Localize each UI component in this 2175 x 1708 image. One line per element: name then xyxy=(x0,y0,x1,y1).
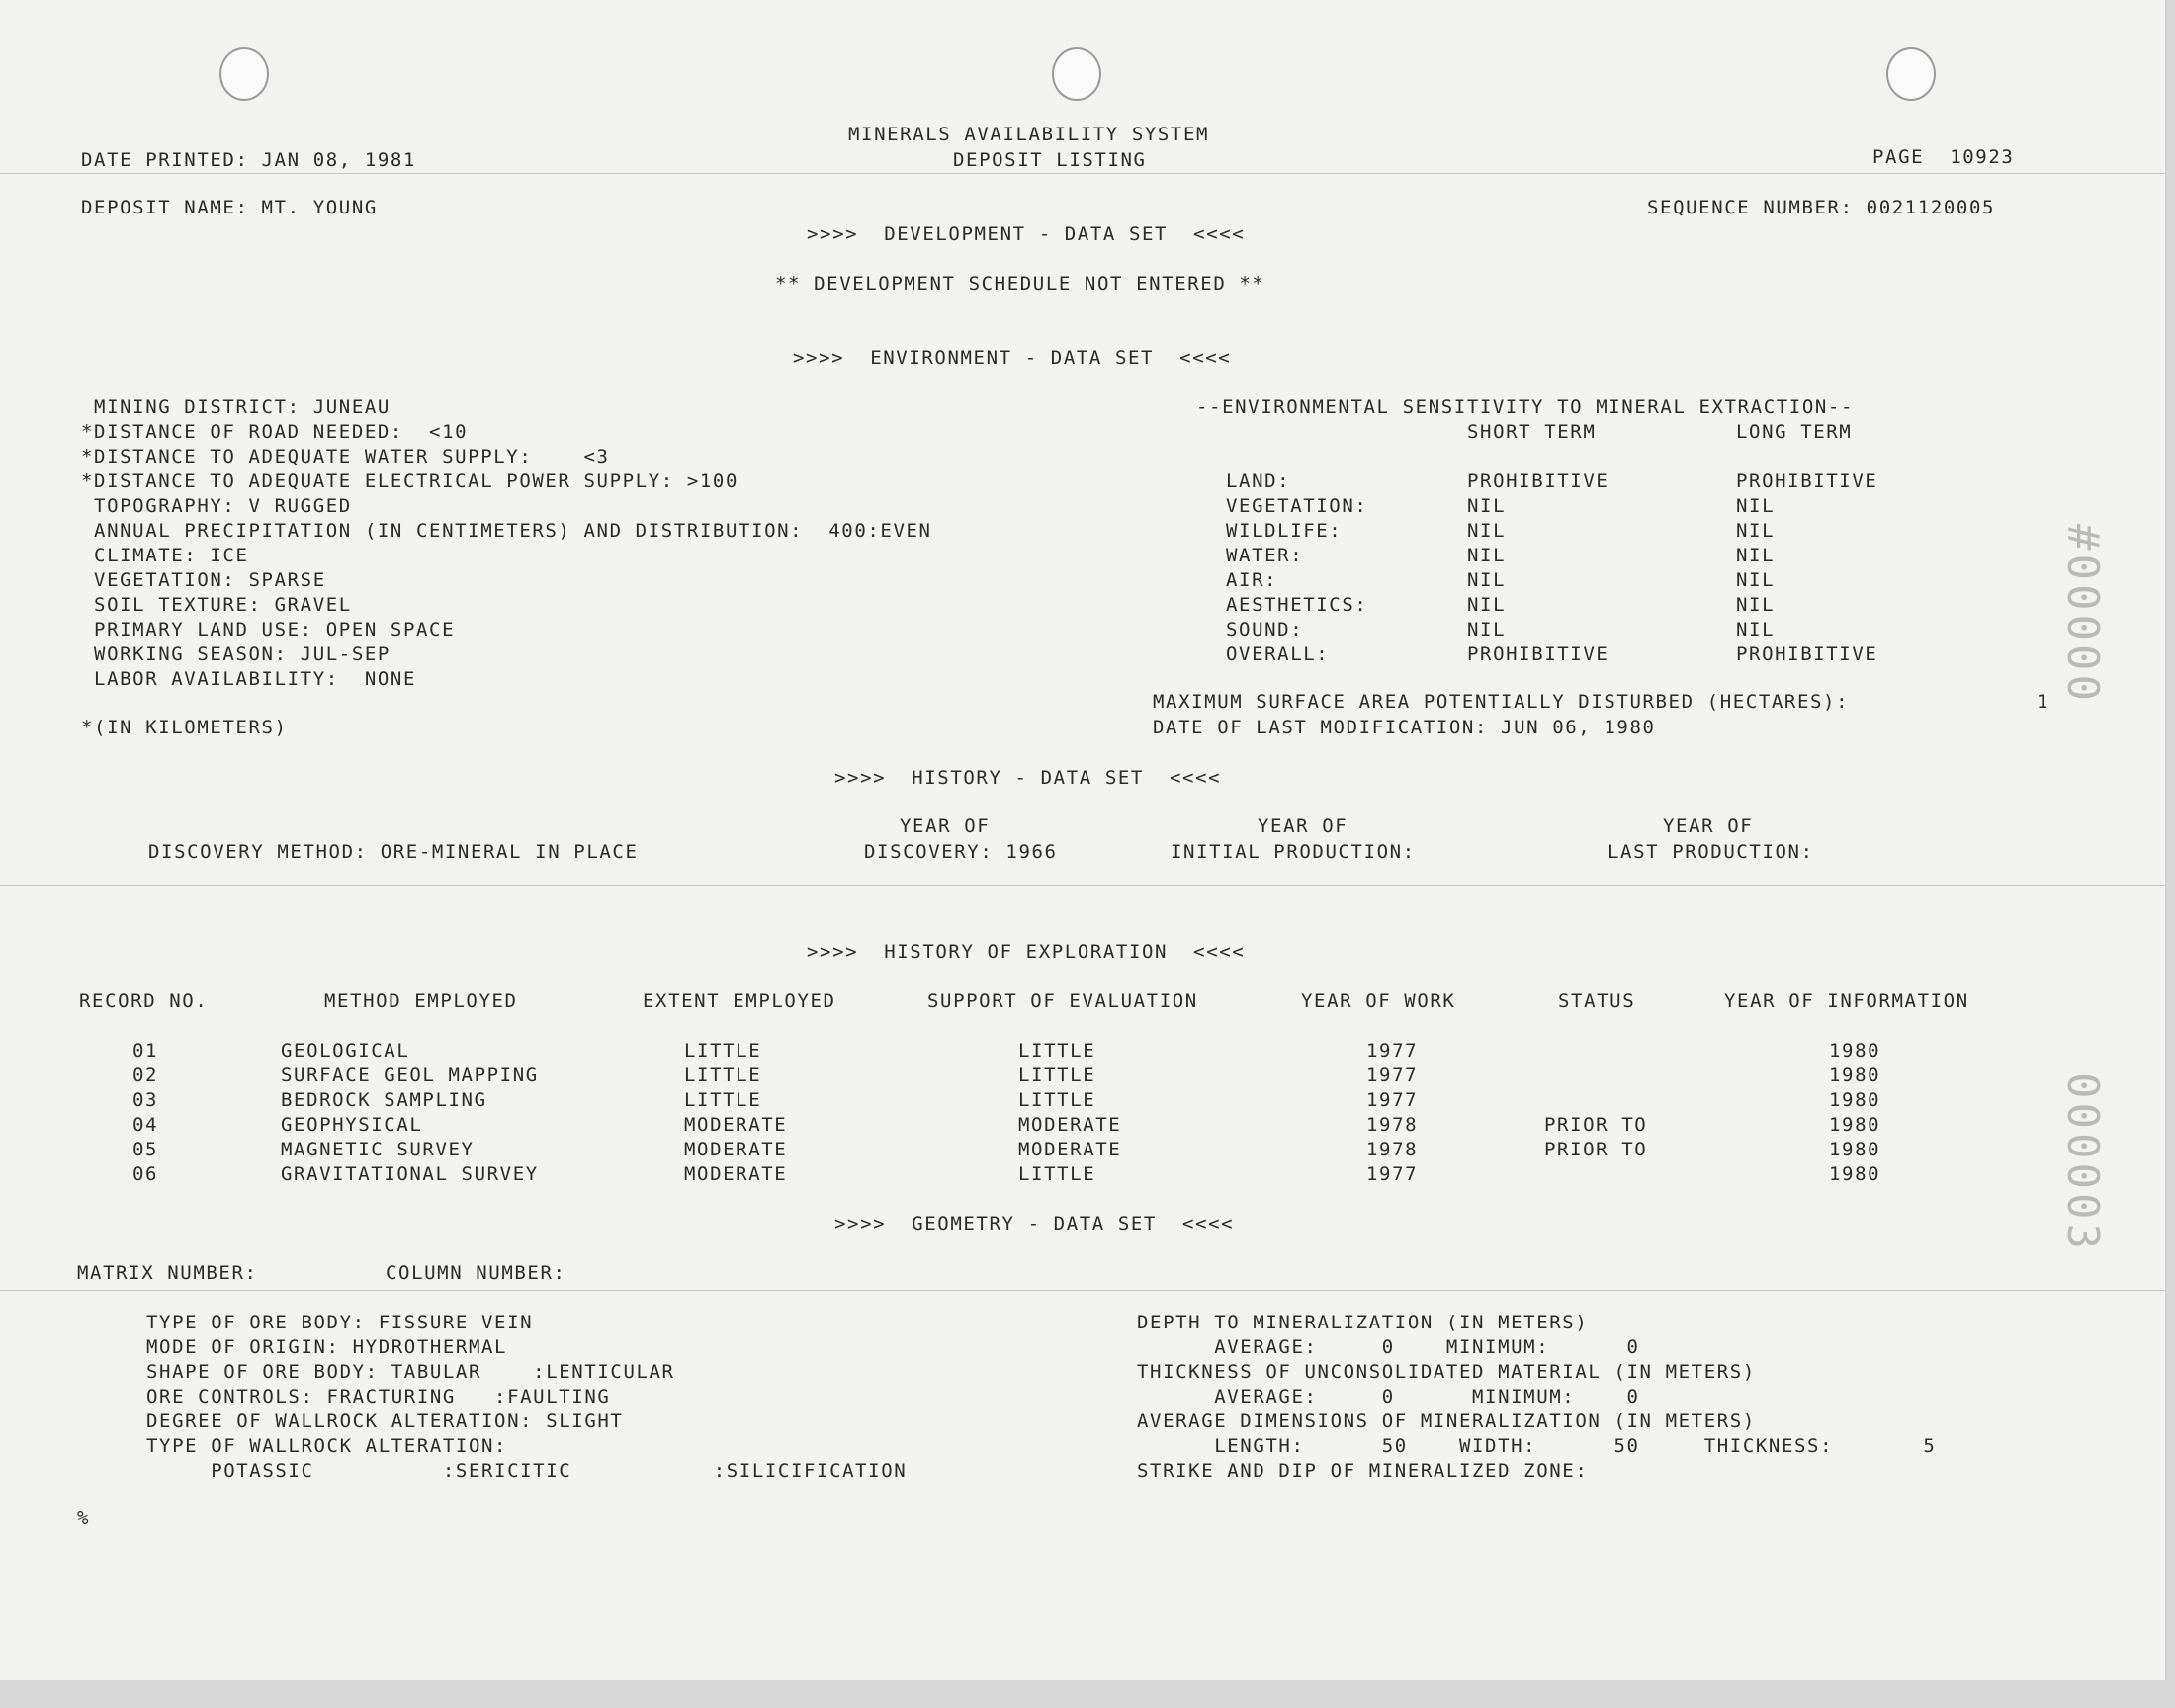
env-line: WORKING SEASON: JUL-SEP xyxy=(81,643,391,665)
geometry-line: TYPE OF ORE BODY: FISSURE VEIN xyxy=(146,1312,534,1333)
page-number: PAGE 10923 xyxy=(1872,146,2015,168)
record-no: 03 xyxy=(132,1089,159,1111)
column-header: YEAR OF INFORMATION xyxy=(1724,990,1969,1012)
geometry-line: POTASSIC :SERICITIC :SILICIFICATION xyxy=(146,1460,908,1482)
geometry-line: STRIKE AND DIP OF MINERALIZED ZONE: xyxy=(1137,1460,1589,1482)
sensitivity-short: PROHIBITIVE xyxy=(1467,470,1610,492)
extent-employed: LITTLE xyxy=(684,1040,762,1062)
env-line: ANNUAL PRECIPITATION (IN CENTIMETERS) AND DISTRIBUTION: 400:EVEN xyxy=(81,520,932,542)
year-of-information: 1980 xyxy=(1829,1163,1881,1185)
column-header: METHOD EMPLOYED xyxy=(324,990,518,1012)
geometry-line: THICKNESS OF UNCONSOLIDATED MATERIAL (IN METERS) xyxy=(1137,1361,1756,1383)
geometry-line: AVERAGE DIMENSIONS OF MINERALIZATION (IN METERS) xyxy=(1137,1410,1756,1432)
geometry-line: MODE OF ORIGIN: HYDROTHERMAL xyxy=(146,1336,508,1358)
year-of-work: 1977 xyxy=(1366,1065,1419,1086)
geometry-line: ORE CONTROLS: FRACTURING :FAULTING xyxy=(146,1386,611,1408)
year-of-information: 1980 xyxy=(1829,1114,1881,1136)
year-of-information: 1980 xyxy=(1829,1065,1881,1086)
fold-line xyxy=(0,173,2165,174)
extent-employed: MODERATE xyxy=(684,1114,788,1136)
year-of-work: 1977 xyxy=(1366,1089,1419,1111)
env-line: MINING DISTRICT: JUNEAU xyxy=(81,396,391,418)
sensitivity-short: NIL xyxy=(1467,545,1507,566)
support-of-evaluation: LITTLE xyxy=(1018,1040,1096,1062)
margin-stamp: #00000 xyxy=(2057,524,2108,705)
year-of-label: YEAR OF xyxy=(1258,815,1348,837)
listing-title: DEPOSIT LISTING xyxy=(953,149,1147,171)
extent-employed: LITTLE xyxy=(684,1065,762,1086)
sensitivity-short: NIL xyxy=(1467,495,1507,517)
env-line: PRIMARY LAND USE: OPEN SPACE xyxy=(81,619,456,640)
env-line: *DISTANCE OF ROAD NEEDED: <10 xyxy=(81,421,469,443)
sensitivity-label: AESTHETICS: xyxy=(1226,594,1368,616)
punch-hole xyxy=(1052,47,1101,101)
system-title: MINERALS AVAILABILITY SYSTEM xyxy=(848,124,1210,145)
env-line: SOIL TEXTURE: GRAVEL xyxy=(81,594,352,616)
punch-hole xyxy=(1886,47,1936,101)
column-header: SUPPORT OF EVALUATION xyxy=(927,990,1198,1012)
record-no: 06 xyxy=(132,1163,159,1185)
geometry-line: AVERAGE: 0 MINIMUM: 0 xyxy=(1137,1386,1640,1408)
year-of-label: YEAR OF xyxy=(900,815,991,837)
year-of-work: 1978 xyxy=(1366,1114,1419,1136)
method-employed: GEOPHYSICAL xyxy=(281,1114,423,1136)
geometry-line: DEGREE OF WALLROCK ALTERATION: SLIGHT xyxy=(146,1410,624,1432)
sensitivity-long: NIL xyxy=(1736,619,1776,640)
sensitivity-label: LAND: xyxy=(1226,470,1291,492)
history-heading: >>>> HISTORY - DATA SET <<<< xyxy=(834,767,1222,789)
geometry-line: AVERAGE: 0 MINIMUM: 0 xyxy=(1137,1336,1640,1358)
punch-hole xyxy=(219,47,269,101)
sensitivity-label: WILDLIFE: xyxy=(1226,520,1343,542)
extent-employed: MODERATE xyxy=(684,1163,788,1185)
sensitivity-long: NIL xyxy=(1736,594,1776,616)
sensitivity-long: NIL xyxy=(1736,495,1776,517)
column-header: STATUS xyxy=(1558,990,1636,1012)
development-heading: >>>> DEVELOPMENT - DATA SET <<<< xyxy=(807,223,1246,245)
year-of-label: YEAR OF xyxy=(1663,815,1754,837)
date-printed: DATE PRINTED: JAN 08, 1981 xyxy=(81,149,417,171)
fold-line xyxy=(0,885,2165,886)
sensitivity-long: NIL xyxy=(1736,545,1776,566)
development-note: ** DEVELOPMENT SCHEDULE NOT ENTERED ** xyxy=(775,273,1265,295)
sensitivity-label: VEGETATION: xyxy=(1226,495,1368,517)
record-no: 01 xyxy=(132,1040,159,1062)
sensitivity-long: PROHIBITIVE xyxy=(1736,470,1878,492)
environment-heading: >>>> ENVIRONMENT - DATA SET <<<< xyxy=(793,347,1232,369)
column-header: EXTENT EMPLOYED xyxy=(643,990,836,1012)
year-of-information: 1980 xyxy=(1829,1089,1881,1111)
method-employed: MAGNETIC SURVEY xyxy=(281,1139,475,1160)
matrix-number: MATRIX NUMBER: xyxy=(77,1262,258,1284)
sensitivity-label: AIR: xyxy=(1226,569,1278,591)
env-line: *DISTANCE TO ADEQUATE WATER SUPPLY: <3 xyxy=(81,446,610,468)
geometry-line: DEPTH TO MINERALIZATION (IN METERS) xyxy=(1137,1312,1589,1333)
percent-mark: % xyxy=(77,1507,91,1529)
env-line: TOPOGRAPHY: V RUGGED xyxy=(81,495,352,517)
sensitivity-label: OVERALL: xyxy=(1226,643,1330,665)
method-employed: BEDROCK SAMPLING xyxy=(281,1089,487,1111)
max-surface-value: 1 xyxy=(2037,691,2050,713)
short-term-header: SHORT TERM xyxy=(1467,421,1597,443)
extent-employed: LITTLE xyxy=(684,1089,762,1111)
support-of-evaluation: MODERATE xyxy=(1018,1114,1122,1136)
method-employed: GRAVITATIONAL SURVEY xyxy=(281,1163,539,1185)
support-of-evaluation: MODERATE xyxy=(1018,1139,1122,1160)
status: PRIOR TO xyxy=(1544,1114,1648,1136)
discovery-method: DISCOVERY METHOD: ORE-MINERAL IN PLACE xyxy=(148,841,639,863)
long-term-header: LONG TERM xyxy=(1736,421,1853,443)
fold-line xyxy=(0,1290,2165,1291)
status: PRIOR TO xyxy=(1544,1139,1648,1160)
env-line: VEGETATION: SPARSE xyxy=(81,569,326,591)
sensitivity-short: PROHIBITIVE xyxy=(1467,643,1610,665)
deposit-name: DEPOSIT NAME: MT. YOUNG xyxy=(81,197,378,218)
env-line: CLIMATE: ICE xyxy=(81,545,249,566)
sensitivity-short: NIL xyxy=(1467,520,1507,542)
geometry-line: TYPE OF WALLROCK ALTERATION: xyxy=(146,1435,508,1457)
geometry-line: LENGTH: 50 WIDTH: 50 THICKNESS: 5 xyxy=(1137,1435,1937,1457)
record-no: 04 xyxy=(132,1114,159,1136)
column-header: YEAR OF WORK xyxy=(1301,990,1456,1012)
km-note: *(IN KILOMETERS) xyxy=(81,717,288,738)
method-employed: SURFACE GEOL MAPPING xyxy=(281,1065,539,1086)
margin-stamp: 000003 xyxy=(2057,1072,2108,1253)
record-no: 05 xyxy=(132,1139,159,1160)
year-of-information: 1980 xyxy=(1829,1040,1881,1062)
year-discovery: DISCOVERY: 1966 xyxy=(864,841,1058,863)
extent-employed: MODERATE xyxy=(684,1139,788,1160)
last-modification: DATE OF LAST MODIFICATION: JUN 06, 1980 xyxy=(1153,717,1656,738)
geometry-line: SHAPE OF ORE BODY: TABULAR :LENTICULAR xyxy=(146,1361,675,1383)
year-of-work: 1977 xyxy=(1366,1163,1419,1185)
method-employed: GEOLOGICAL xyxy=(281,1040,410,1062)
support-of-evaluation: LITTLE xyxy=(1018,1065,1096,1086)
sensitivity-long: NIL xyxy=(1736,569,1776,591)
sensitivity-long: PROHIBITIVE xyxy=(1736,643,1878,665)
sequence-number: SEQUENCE NUMBER: 0021120005 xyxy=(1647,197,1996,218)
initial-production: INITIAL PRODUCTION: xyxy=(1171,841,1416,863)
year-of-work: 1978 xyxy=(1366,1139,1419,1160)
sensitivity-short: NIL xyxy=(1467,619,1507,640)
column-header: RECORD NO. xyxy=(79,990,209,1012)
exploration-heading: >>>> HISTORY OF EXPLORATION <<<< xyxy=(807,941,1246,963)
sensitivity-short: NIL xyxy=(1467,594,1507,616)
geometry-heading: >>>> GEOMETRY - DATA SET <<<< xyxy=(834,1213,1235,1235)
sensitivity-short: NIL xyxy=(1467,569,1507,591)
year-of-information: 1980 xyxy=(1829,1139,1881,1160)
max-surface-area: MAXIMUM SURFACE AREA POTENTIALLY DISTURBED (HECTARES): xyxy=(1153,691,1850,713)
record-no: 02 xyxy=(132,1065,159,1086)
env-line: LABOR AVAILABILITY: NONE xyxy=(81,668,417,690)
column-number: COLUMN NUMBER: xyxy=(386,1262,566,1284)
support-of-evaluation: LITTLE xyxy=(1018,1089,1096,1111)
sensitivity-label: SOUND: xyxy=(1226,619,1304,640)
env-line: *DISTANCE TO ADEQUATE ELECTRICAL POWER SUPPLY: >100 xyxy=(81,470,739,492)
year-of-work: 1977 xyxy=(1366,1040,1419,1062)
last-production: LAST PRODUCTION: xyxy=(1608,841,1814,863)
sensitivity-title: --ENVIRONMENTAL SENSITIVITY TO MINERAL EXTRACTION-- xyxy=(1196,396,1854,418)
support-of-evaluation: LITTLE xyxy=(1018,1163,1096,1185)
sensitivity-long: NIL xyxy=(1736,520,1776,542)
sensitivity-label: WATER: xyxy=(1226,545,1304,566)
